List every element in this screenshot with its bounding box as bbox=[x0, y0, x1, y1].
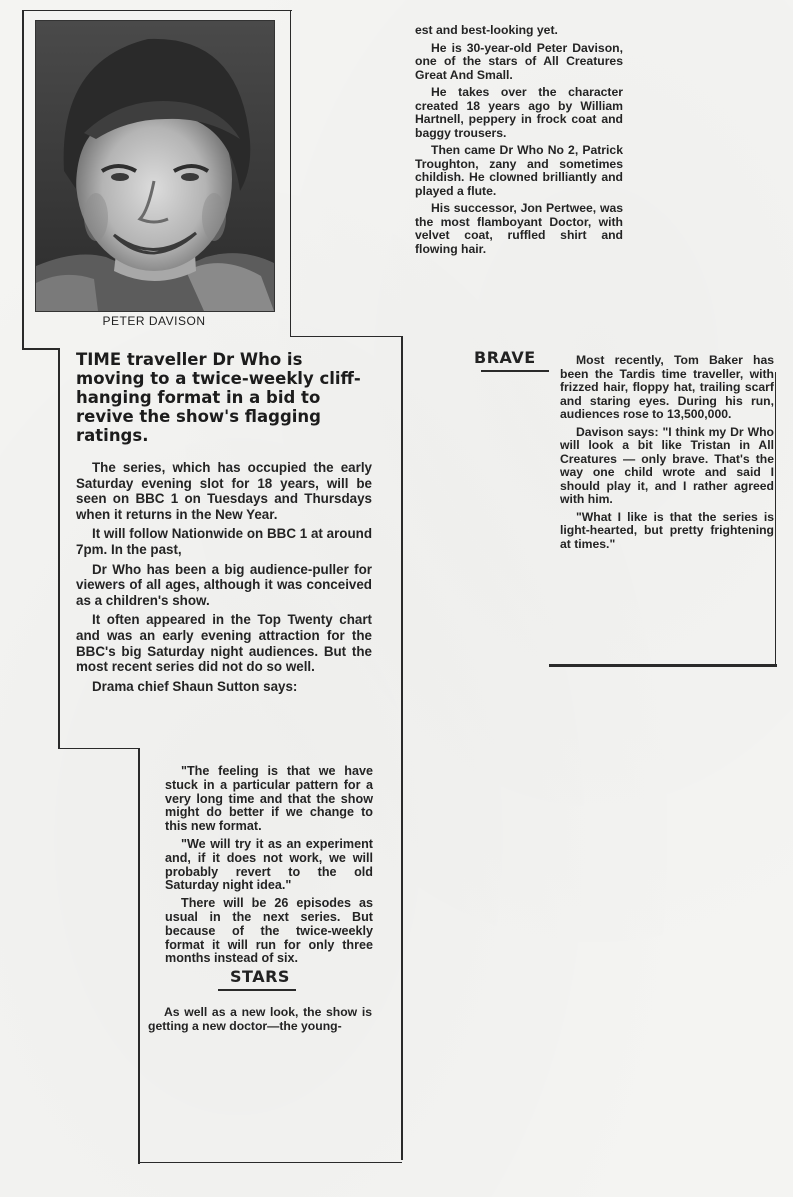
portrait-photo bbox=[35, 20, 275, 312]
article-column-2 bbox=[415, 24, 623, 260]
article-column-3 bbox=[560, 354, 774, 555]
clip-border bbox=[58, 748, 140, 749]
paragraph: The series, which has occupied the early Saturday evening slot for 18 years, will be seen on BBC 1 on Tuesdays and Thursdays when it returns in the New Year. bbox=[76, 460, 372, 522]
article-lede bbox=[76, 350, 372, 445]
lede-kicker: TIME bbox=[76, 350, 122, 369]
clip-border bbox=[549, 664, 777, 667]
subhead-underline bbox=[218, 989, 296, 991]
clip-border bbox=[138, 748, 140, 1164]
paragraph: He takes over the character created 18 years ago by William Hartnell, peppery in frock coat and baggy trousers. bbox=[415, 85, 623, 140]
subhead-stars: STARS bbox=[230, 967, 290, 986]
clip-border bbox=[138, 1162, 402, 1163]
subhead-underline bbox=[481, 370, 549, 372]
clip-border bbox=[22, 348, 60, 350]
paragraph: It often appeared in the Top Twenty chart and was an early evening attraction for the BBC's big Saturday night audiences. But the most recent series did not do so well. bbox=[76, 612, 372, 675]
article-column-1 bbox=[76, 460, 372, 698]
portrait-illustration bbox=[36, 21, 274, 311]
paragraph: As well as a new look, the show is getting a new doctor—the young- bbox=[148, 1005, 372, 1033]
paragraph: Most recently, Tom Baker has been the Tardis time traveller, with frizzed hair, floppy hat, trailing scarf and staring eyes. During his run, audiences rose to 13,500,000. bbox=[560, 353, 774, 421]
clip-border bbox=[290, 10, 291, 336]
paragraph: Drama chief Shaun Sutton says: bbox=[92, 678, 298, 694]
photo-caption: PETER DAVISON bbox=[102, 314, 206, 328]
paragraph: "We will try it as an experiment and, if it does not work, we will probably revert to the old Saturday night idea." bbox=[165, 836, 373, 893]
paragraph: Dr Who has been a big audience-puller for viewers of all ages, although it was conceived as a children's show. bbox=[76, 561, 372, 608]
lede-text: traveller Dr Who is moving to a twice-weekly cliff-hanging format in a bid to revive the show's flagging ratings. bbox=[76, 350, 361, 445]
clip-border bbox=[58, 348, 60, 748]
paragraph: He is 30-year-old Peter Davison, one of the stars of All Creatures Great And Small. bbox=[415, 40, 623, 82]
paragraph: "The feeling is that we have stuck in a particular pattern for a very long time and that the show might do better if we change to this new format. bbox=[165, 764, 373, 834]
subhead-brave: BRAVE bbox=[474, 348, 536, 367]
paragraph: Davison says: "I think my Dr Who will look a bit like Tristan in All Creatures — only brave. That's the way one child wrote and said I should play it, and I rather agreed with him. bbox=[560, 424, 774, 506]
article-column-1-end bbox=[148, 1006, 372, 1038]
clip-border bbox=[22, 10, 24, 348]
paragraph: "What I like is that the series is light-hearted, but pretty frightening at times." bbox=[560, 509, 774, 551]
clip-border bbox=[775, 372, 776, 666]
paragraph: est and best-looking yet. bbox=[415, 23, 558, 37]
paragraph: It will follow Nationwide on BBC 1 at around 7pm. In the past, bbox=[76, 526, 372, 557]
paragraph: His successor, Jon Pertwee, was the most flamboyant Doctor, with velvet coat, ruffled shirt and flowing hair. bbox=[415, 201, 623, 256]
clip-border bbox=[22, 10, 292, 11]
clip-border bbox=[290, 336, 402, 337]
paragraph: Then came Dr Who No 2, Patrick Troughton, zany and sometimes childish. He clowned brilliantly and played a flute. bbox=[415, 143, 623, 198]
clip-border bbox=[401, 336, 403, 1160]
paragraph: There will be 26 episodes as usual in the next series. But because of the twice-weekly format it will run for only three months instead of six. bbox=[165, 896, 373, 966]
article-column-1-narrow bbox=[165, 765, 373, 970]
